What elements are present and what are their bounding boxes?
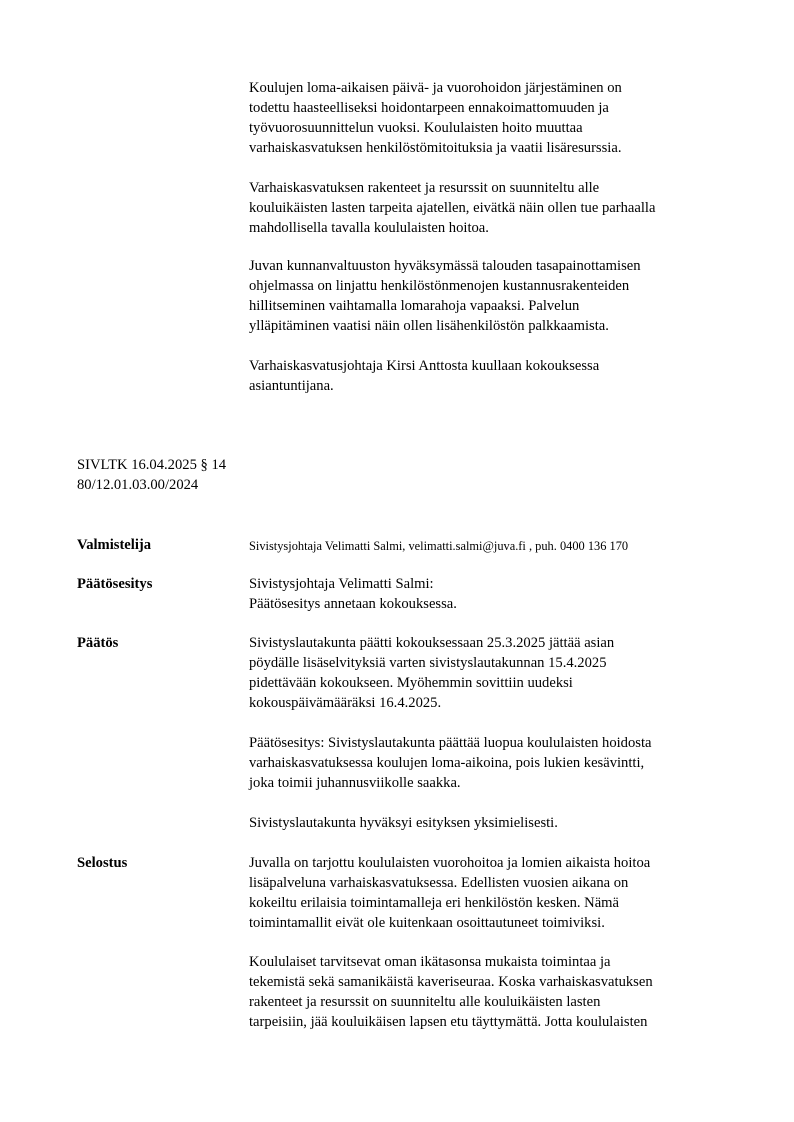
text-line: Varhaiskasvatuksen rakenteet ja resurssit on suunniteltu alle — [249, 180, 600, 196]
text-line: ylläpitäminen vaatisi näin ollen lisähenkilöstön palkkaamista. — [249, 318, 609, 334]
text-line: Juvalla on tarjottu koululaisten vuorohoitoa ja lomien aikaista hoitoa — [249, 855, 651, 871]
text-line: Koulujen loma-aikaisen päivä- ja vuorohoidon järjestäminen on — [249, 80, 622, 96]
intro-paragraph-1 — [249, 78, 739, 158]
text-line: Päätösesitys annetaan kokouksessa. — [249, 596, 457, 612]
valmistelija-text: Sivistysjohtaja Velimatti Salmi, velimatti.salmi@juva.fi , puh. 0400 136 170 — [249, 539, 629, 553]
text-line: kokeiltu erilaisia toimintamalleja eri henkilöstön kesken. Nämä — [249, 895, 620, 911]
paatosesitys-text — [249, 574, 739, 614]
text-line: joka toimii juhannusviikolle saakka. — [249, 775, 461, 791]
intro-paragraph-4 — [249, 356, 739, 396]
valmistelija-label: Valmistelija — [77, 537, 152, 553]
text-line: tarpeisiin, jää kouluikäisen lapsen etu täyttymättä. Jotta koululaisten — [249, 1014, 648, 1030]
text-line: Sivistyslautakunta päätti kokouksessaan 25.3.2025 jättää asian — [249, 635, 615, 651]
text-line: työvuorosuunnittelun vuoksi. Koululaisten hoito muuttaa — [249, 120, 583, 136]
text-line: Juvan kunnanvaltuuston hyväksymässä talouden tasapainottamisen — [249, 258, 641, 274]
paatosesitys-label: Päätösesitys — [77, 576, 153, 592]
text-line: hillitseminen vaihtamalla lomarahoja vapaaksi. Palvelun — [249, 298, 580, 314]
text-line: kokouspäivämääräksi 16.4.2025. — [249, 695, 442, 711]
text-line: Varhaiskasvatusjohtaja Kirsi Anttosta kuullaan kokouksessa — [249, 358, 600, 374]
text-line: pöydälle lisäselvityksiä varten sivistyslautakunnan 15.4.2025 — [249, 655, 607, 671]
paatos-paragraph-2 — [249, 733, 739, 793]
text-line: Koululaiset tarvitsevat oman ikätasonsa mukaista toimintaa ja — [249, 954, 611, 970]
text-line: varhaiskasvatuksessa koulujen loma-aikoina, pois lukien kesävintti, — [249, 755, 645, 771]
selostus-label: Selostus — [77, 855, 128, 871]
text-line: rakenteet ja resurssit on suunniteltu alle kouluikäisten lasten — [249, 994, 601, 1010]
text-line: tekemistä sekä samanikäistä kaveriseuraa. Koska varhaiskasvatuksen — [249, 974, 653, 990]
text-line: lisäpalveluna varhaiskasvatuksessa. Edellisten vuosien aikana on — [249, 875, 629, 891]
meeting-reference — [77, 455, 226, 495]
text-line: Päätösesitys: Sivistyslautakunta päättää luopua koululaisten hoidosta — [249, 735, 652, 751]
paatos-label: Päätös — [77, 635, 119, 651]
text-line: kouluikäisten lasten tarpeita ajatellen, eivätkä näin ollen tue parhaalla — [249, 200, 656, 216]
text-line: pidettävään kokoukseen. Myöhemmin sovittiin uudeksi — [249, 675, 573, 691]
intro-paragraph-2 — [249, 178, 739, 238]
reference-line-1: SIVLTK 16.04.2025 § 14 — [77, 457, 227, 473]
selostus-paragraph-1 — [249, 853, 739, 933]
paatos-paragraph-1 — [249, 633, 739, 713]
text-line: mahdollisella tavalla koululaisten hoitoa. — [249, 220, 489, 236]
reference-line-2: 80/12.01.03.00/2024 — [77, 477, 199, 493]
text-line: ohjelmassa on linjattu henkilöstönmenojen kustannusrakenteiden — [249, 278, 630, 294]
text-line: toimintamallit eivät ole kuitenkaan osoittautuneet toimiviksi. — [249, 915, 605, 931]
text-line: todettu haasteelliseksi hoidontarpeen ennakoimattomuuden ja — [249, 100, 609, 116]
text-line: varhaiskasvatuksen henkilöstömitoituksia ja vaatii lisäresurssia. — [249, 140, 622, 156]
paatos-paragraph-3 — [249, 813, 739, 833]
text-line: asiantuntijana. — [249, 378, 334, 394]
intro-paragraph-3 — [249, 256, 739, 336]
text-line: Sivistyslautakunta hyväksyi esityksen yksimielisesti. — [249, 815, 558, 831]
text-line: Sivistysjohtaja Velimatti Salmi: — [249, 576, 434, 592]
selostus-paragraph-2 — [249, 952, 739, 1032]
